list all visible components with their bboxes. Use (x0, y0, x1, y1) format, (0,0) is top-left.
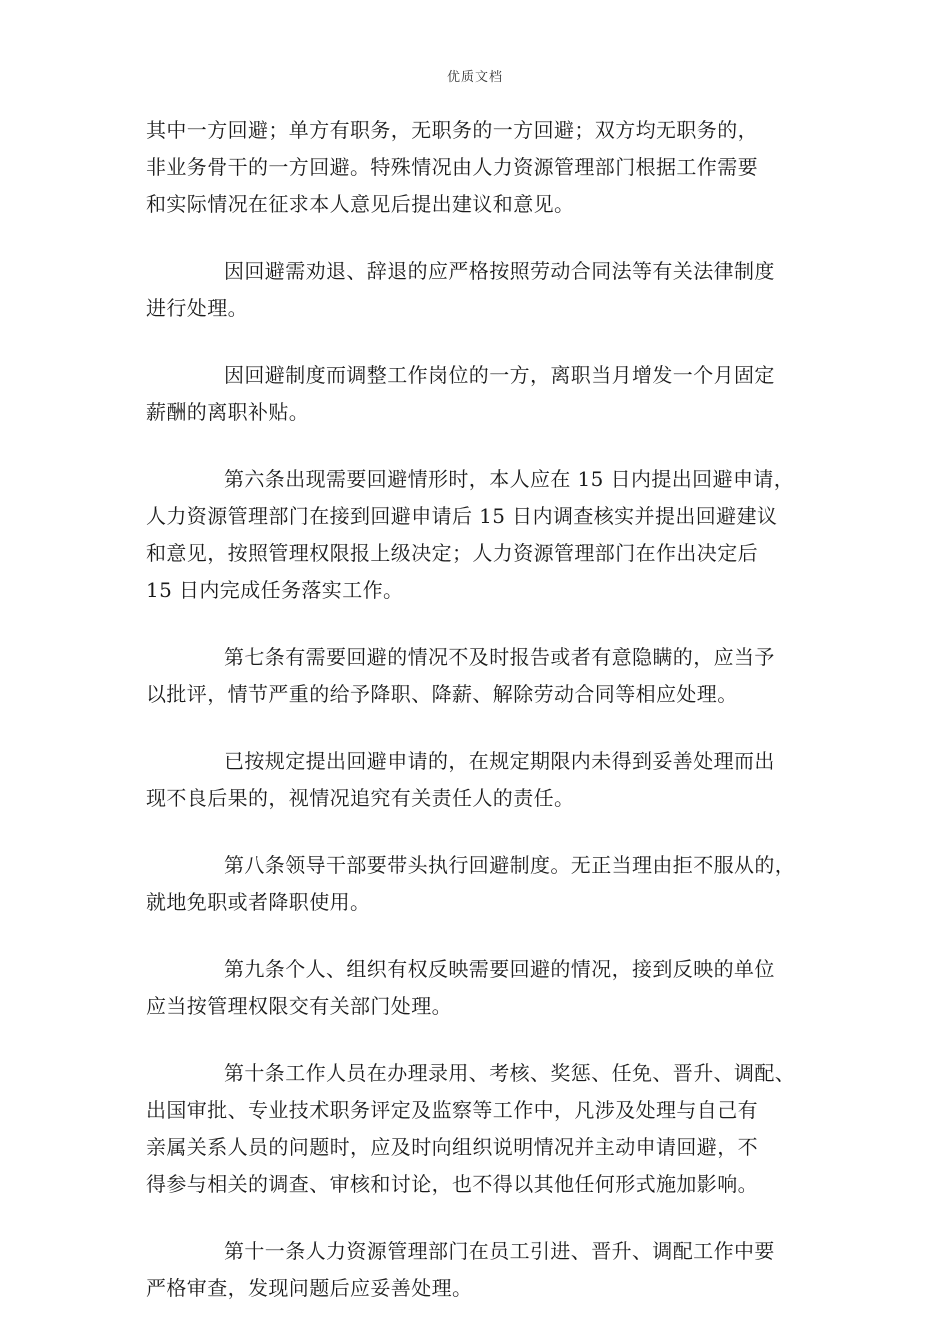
paragraph-line: 薪酬的离职补贴。 (146, 400, 310, 424)
paragraph-line: 现不良后果的，视情况追究有关责任人的责任。 (146, 786, 575, 810)
paragraph-line: 以批评，情节严重的给予降职、降薪、解除劳动合同等相应处理。 (146, 682, 738, 706)
page-header-title: 优质文档 (446, 70, 503, 85)
paragraph-line: 第十条工作人员在办理录用、考核、奖惩、任免、晋升、调配、 (224, 1061, 796, 1085)
paragraph (146, 1055, 814, 1203)
paragraph-line: 已按规定提出回避申请的，在规定期限内未得到妥善处理而出 (224, 749, 775, 773)
paragraph (146, 112, 814, 223)
paragraph-line: 就地免职或者降职使用。 (146, 890, 371, 914)
paragraph-line: 第六条出现需要回避情形时，本人应在 15 日内提出回避申请， (224, 467, 795, 491)
paragraph-line: 第十一条人力资源管理部门在员工引进、晋升、调配工作中要 (224, 1239, 775, 1263)
paragraph-line: 第九条个人、组织有权反映需要回避的情况，接到反映的单位 (224, 957, 775, 981)
paragraph (146, 639, 814, 713)
paragraph-line: 15 日内完成任务落实工作。 (146, 578, 404, 602)
paragraph-line: 严格审查，发现问题后应妥善处理。 (146, 1276, 473, 1300)
paragraph-line: 因回避制度而调整工作岗位的一方，离职当月增发一个月固定 (224, 363, 775, 387)
paragraph-line: 出国审批、专业技术职务评定及监察等工作中，凡涉及处理与自己有 (146, 1098, 758, 1122)
paragraph-line: 进行处理。 (146, 296, 248, 320)
paragraph-line: 得参与相关的调查、审核和讨论，也不得以其他任何形式施加影响。 (146, 1172, 758, 1196)
paragraph-line: 亲属关系人员的问题时，应及时向组织说明情况并主动申请回避，不 (146, 1135, 758, 1159)
paragraph-line: 因回避需劝退、辞退的应严格按照劳动合同法等有关法律制度 (224, 259, 775, 283)
paragraph-line: 其中一方回避；单方有职务，无职务的一方回避；双方均无职务的， (146, 118, 758, 142)
paragraph (146, 951, 814, 1025)
paragraph-line: 第八条领导干部要带头执行回避制度。无正当理由拒不服从的， (224, 853, 796, 877)
paragraph-line: 第七条有需要回避的情况不及时报告或者有意隐瞒的，应当予 (224, 645, 775, 669)
paragraph-line: 和意见，按照管理权限报上级决定；人力资源管理部门在作出决定后 (146, 541, 758, 565)
paragraph-line: 人力资源管理部门在接到回避申请后 15 日内调查核实并提出回避建议 (146, 504, 778, 528)
paragraph (146, 847, 814, 921)
paragraph (146, 357, 814, 431)
paragraph-line: 和实际情况在征求本人意见后提出建议和意见。 (146, 192, 575, 216)
paragraph (146, 253, 814, 327)
paragraph-line: 非业务骨干的一方回避。特殊情况由人力资源管理部门根据工作需要 (146, 155, 758, 179)
paragraph (146, 461, 814, 609)
paragraph (146, 1233, 814, 1307)
document-body (146, 112, 814, 1337)
paragraph-line: 应当按管理权限交有关部门处理。 (146, 994, 452, 1018)
paragraph (146, 743, 814, 817)
